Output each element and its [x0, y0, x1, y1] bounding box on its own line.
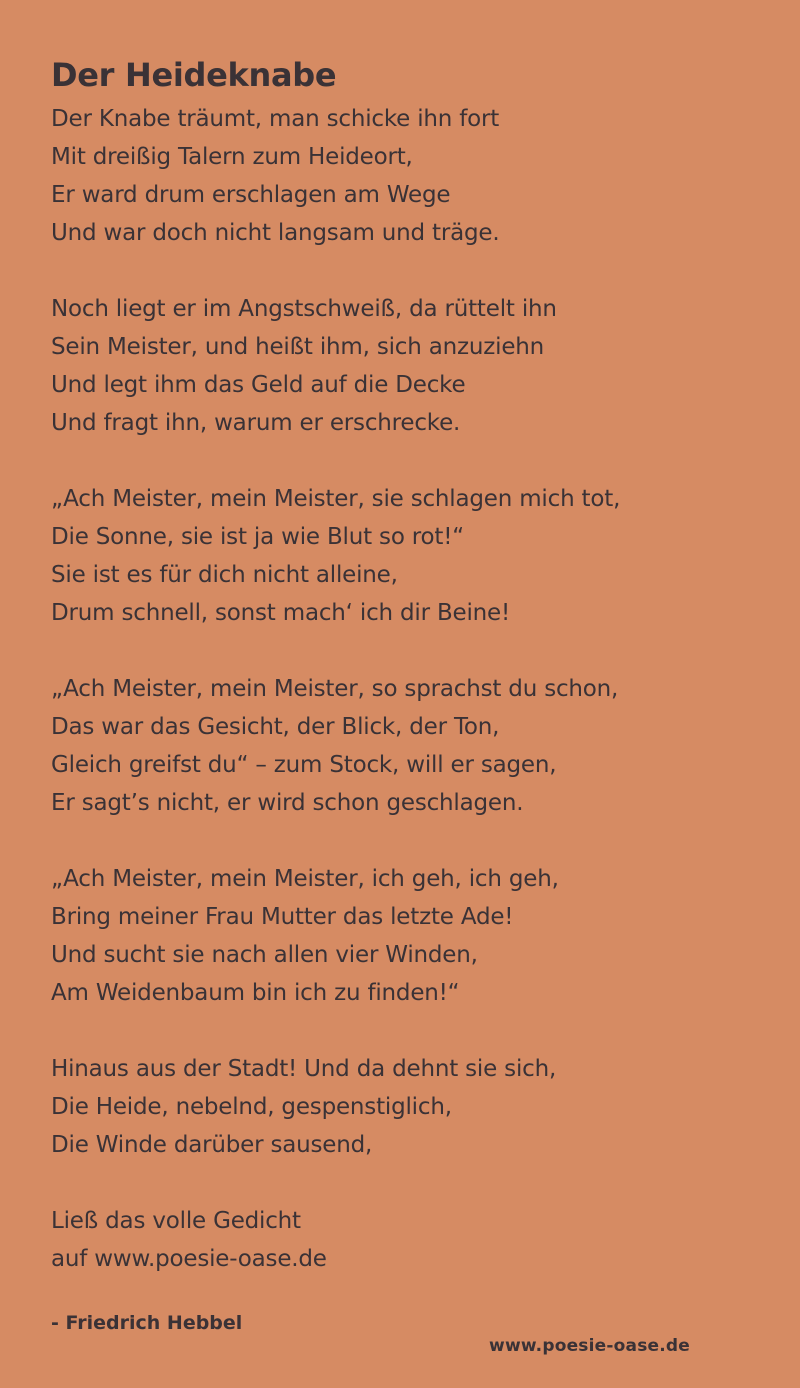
- poem-line: Am Weidenbaum bin ich zu finden!“: [51, 980, 460, 1006]
- poem-line: Und fragt ihn, warum er erschrecke.: [51, 410, 461, 436]
- poem-line: Die Heide, nebelnd, gespenstiglich,: [51, 1094, 452, 1120]
- poem-title: Der Heideknabe: [51, 56, 337, 94]
- poem-line: Er sagt’s nicht, er wird schon geschlagen.: [51, 790, 524, 816]
- poem-line: Mit dreißig Talern zum Heideort,: [51, 144, 413, 170]
- poem-author: - Friedrich Hebbel: [51, 1312, 243, 1334]
- stanza-2: [51, 290, 771, 442]
- poem-line: Bring meiner Frau Mutter das letzte Ade!: [51, 904, 514, 930]
- stanza-4: [51, 670, 771, 822]
- poem-line: Sie ist es für dich nicht alleine,: [51, 562, 398, 588]
- poem-line: Er ward drum erschlagen am Wege: [51, 182, 451, 208]
- poem-line: Drum schnell, sonst mach‘ ich dir Beine!: [51, 600, 511, 626]
- stanza-1: [51, 100, 771, 252]
- website-watermark: www.poesie-oase.de: [489, 1336, 690, 1356]
- poem-line: Die Winde darüber sausend,: [51, 1132, 373, 1158]
- stanza-3: [51, 480, 771, 632]
- poem-line: Und sucht sie nach allen vier Winden,: [51, 942, 478, 968]
- read-more-line: Ließ das volle Gedicht: [51, 1208, 301, 1234]
- poem-line: Hinaus aus der Stadt! Und da dehnt sie sich,: [51, 1056, 557, 1082]
- poem-line: Der Knabe träumt, man schicke ihn fort: [51, 106, 500, 132]
- poem-line: „Ach Meister, mein Meister, sie schlagen mich tot,: [51, 486, 621, 512]
- read-more-line: auf www.poesie-oase.de: [51, 1246, 327, 1272]
- poem-line: Die Sonne, sie ist ja wie Blut so rot!“: [51, 524, 464, 550]
- poem-line: „Ach Meister, mein Meister, so sprachst du schon,: [51, 676, 619, 702]
- poem-line: Gleich greifst du“ – zum Stock, will er sagen,: [51, 752, 557, 778]
- stanza-6: [51, 1050, 771, 1164]
- stanza-5: [51, 860, 771, 1012]
- read-more-note: [51, 1202, 771, 1278]
- poem-line: Noch liegt er im Angstschweiß, da rüttelt ihn: [51, 296, 557, 322]
- poem-card: [51, 50, 771, 1316]
- poem-line: Sein Meister, und heißt ihm, sich anzuziehn: [51, 334, 545, 360]
- poem-line: Und war doch nicht langsam und träge.: [51, 220, 500, 246]
- poem-line: Das war das Gesicht, der Blick, der Ton,: [51, 714, 500, 740]
- poem-line: Und legt ihm das Geld auf die Decke: [51, 372, 466, 398]
- poem-line: „Ach Meister, mein Meister, ich geh, ich geh,: [51, 866, 559, 892]
